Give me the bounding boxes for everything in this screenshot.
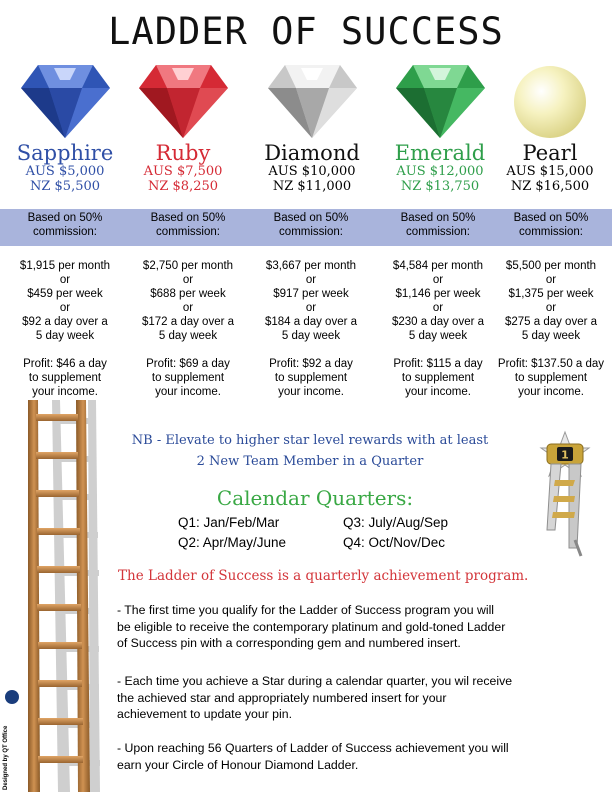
or-text: or [182, 302, 194, 314]
per-month: $2,750 per month [142, 260, 234, 272]
gem-diamond [252, 60, 372, 194]
paragraph-line: of Success pin with a corresponding gem and numbered insert. [117, 636, 461, 650]
paragraph-circle-of-honour [117, 740, 597, 773]
paragraph-line: - Each time you achieve a Star during a calendar quarter, you wil receive [117, 674, 513, 688]
commission-label: commission: [519, 226, 583, 238]
credit-logo-icon [5, 690, 19, 704]
gem-price-aus: AUS $15,000 [506, 164, 594, 179]
earnings-column-pearl [492, 211, 610, 399]
emerald-gem-icon [393, 60, 488, 140]
profit-text: to supplement [274, 372, 348, 384]
gem-row [0, 60, 612, 195]
gem-price-nz: NZ $11,000 [272, 179, 352, 194]
paragraph-first-qualify [117, 602, 597, 652]
or-text: or [545, 274, 557, 286]
earnings-column-ruby [129, 211, 247, 399]
or-text: or [432, 302, 444, 314]
gem-name: Diamond [264, 141, 360, 165]
profit-text: Profit: $46 a day [23, 358, 107, 370]
commission-label: Based on 50% [513, 212, 589, 224]
or-text: or [432, 274, 444, 286]
paragraph-line: be eligible to receive the contemporary platinum and gold-toned Ladder [117, 619, 506, 634]
gem-price-aus: AUS $10,000 [268, 164, 356, 179]
per-month: $1,915 per month [19, 260, 111, 272]
commission-label: commission: [33, 226, 97, 238]
ruby-gem-icon [136, 60, 231, 140]
profit-text: your income. [405, 386, 471, 398]
per-week: $917 per week [273, 288, 349, 300]
per-day: $230 a day over a [391, 316, 485, 328]
page-title: LADDER OF SUCCESS [108, 10, 504, 53]
per-week: $1,146 per week [395, 288, 481, 300]
per-day: 5 day week [521, 330, 581, 342]
per-day: $92 a day over a [22, 316, 108, 328]
or-text: or [182, 274, 194, 286]
paragraph-star-achievement [117, 673, 597, 723]
commission-label: Based on 50% [27, 212, 103, 224]
gem-price-nz: NZ $16,500 [510, 179, 590, 194]
gem-price-aus: AUS $7,500 [143, 164, 223, 179]
per-day: 5 day week [408, 330, 468, 342]
paragraph-line: achievement to update your pin. [117, 707, 293, 721]
profit-text: your income. [32, 386, 98, 398]
profit-text: your income. [518, 386, 584, 398]
quarter-item: Q2: Apr/May/June [178, 535, 287, 550]
gem-price-nz: NZ $13,750 [400, 179, 480, 194]
paragraph-line: - Upon reaching 56 Quarters of Ladder of Success achievement you will [117, 741, 509, 755]
designer-credit: Designed by QT Office [3, 725, 9, 790]
gem-name: Sapphire [16, 141, 114, 165]
per-week: $459 per week [27, 288, 103, 300]
pin-number: 1 [561, 448, 569, 462]
diamond-gem-icon [265, 60, 360, 140]
earnings-column-sapphire [6, 211, 124, 399]
quarter-item: Q1: Jan/Feb/Mar [178, 515, 280, 530]
commission-label: Based on 50% [273, 212, 349, 224]
per-week: $1,375 per week [508, 288, 594, 300]
nb-line: NB - Elevate to higher star level rewards with at least [131, 433, 489, 448]
gem-name: Ruby [155, 141, 211, 165]
profit-text: Profit: $69 a day [146, 358, 230, 370]
per-day: 5 day week [158, 330, 218, 342]
profit-text: Profit: $137.50 a day [497, 358, 605, 370]
commission-label: commission: [156, 226, 220, 238]
quarter-item: Q3: July/Aug/Sep [343, 515, 449, 530]
gem-name: Pearl [522, 141, 578, 165]
or-text: or [59, 274, 71, 286]
commission-label: Based on 50% [400, 212, 476, 224]
gem-name: Emerald [394, 141, 486, 165]
earnings-column-emerald [379, 211, 497, 399]
nb-line: 2 New Team Member in a Quarter [196, 454, 424, 469]
gem-emerald [380, 60, 500, 194]
or-text: or [545, 302, 557, 314]
profit-text: your income. [155, 386, 221, 398]
nb-note [100, 430, 520, 472]
profit-text: to supplement [28, 372, 102, 384]
gem-sapphire [5, 60, 125, 194]
program-heading: The Ladder of Success is a quarterly achievement program. [118, 568, 529, 584]
per-week: $688 per week [150, 288, 226, 300]
profit-text: to supplement [151, 372, 225, 384]
profit-text: your income. [278, 386, 344, 398]
per-day: 5 day week [281, 330, 341, 342]
commission-label: commission: [406, 226, 470, 238]
gem-pearl [490, 60, 610, 194]
paragraph-line: earn your Circle of Honour Diamond Ladder. [117, 757, 359, 772]
achievement-pin-icon [525, 430, 605, 560]
per-day: $184 a day over a [264, 316, 358, 328]
paragraph-line: - The first time you qualify for the Ladder of Success program you will [117, 603, 495, 617]
calendar-title: Calendar Quarters: [216, 486, 414, 510]
profit-text: Profit: $115 a day [393, 358, 483, 370]
earnings-column-diamond [252, 211, 370, 399]
gem-price-nz: NZ $8,250 [147, 179, 219, 194]
gem-price-nz: NZ $5,500 [29, 179, 101, 194]
per-day: $275 a day over a [504, 316, 598, 328]
per-month: $3,667 per month [265, 260, 357, 272]
paragraph-line: the achieved star and appropriately numbered insert for your [117, 690, 447, 705]
commission-label: commission: [279, 226, 343, 238]
or-text: or [305, 302, 317, 314]
profit-text: Profit: $92 a day [269, 358, 353, 370]
or-text: or [59, 302, 71, 314]
quarter-item: Q4: Oct/Nov/Dec [343, 535, 446, 550]
profit-text: to supplement [514, 372, 588, 384]
per-day: 5 day week [35, 330, 95, 342]
pearl-gem-icon [503, 60, 598, 140]
or-text: or [305, 274, 317, 286]
per-month: $4,584 per month [392, 260, 484, 272]
ladder-illustration [0, 400, 100, 792]
profit-text: to supplement [401, 372, 475, 384]
gem-price-aus: AUS $12,000 [396, 164, 484, 179]
gem-ruby [123, 60, 243, 194]
commission-label: Based on 50% [150, 212, 226, 224]
per-month: $5,500 per month [505, 260, 597, 272]
gem-price-aus: AUS $5,000 [25, 164, 105, 179]
per-day: $172 a day over a [141, 316, 235, 328]
sapphire-gem-icon [18, 60, 113, 140]
